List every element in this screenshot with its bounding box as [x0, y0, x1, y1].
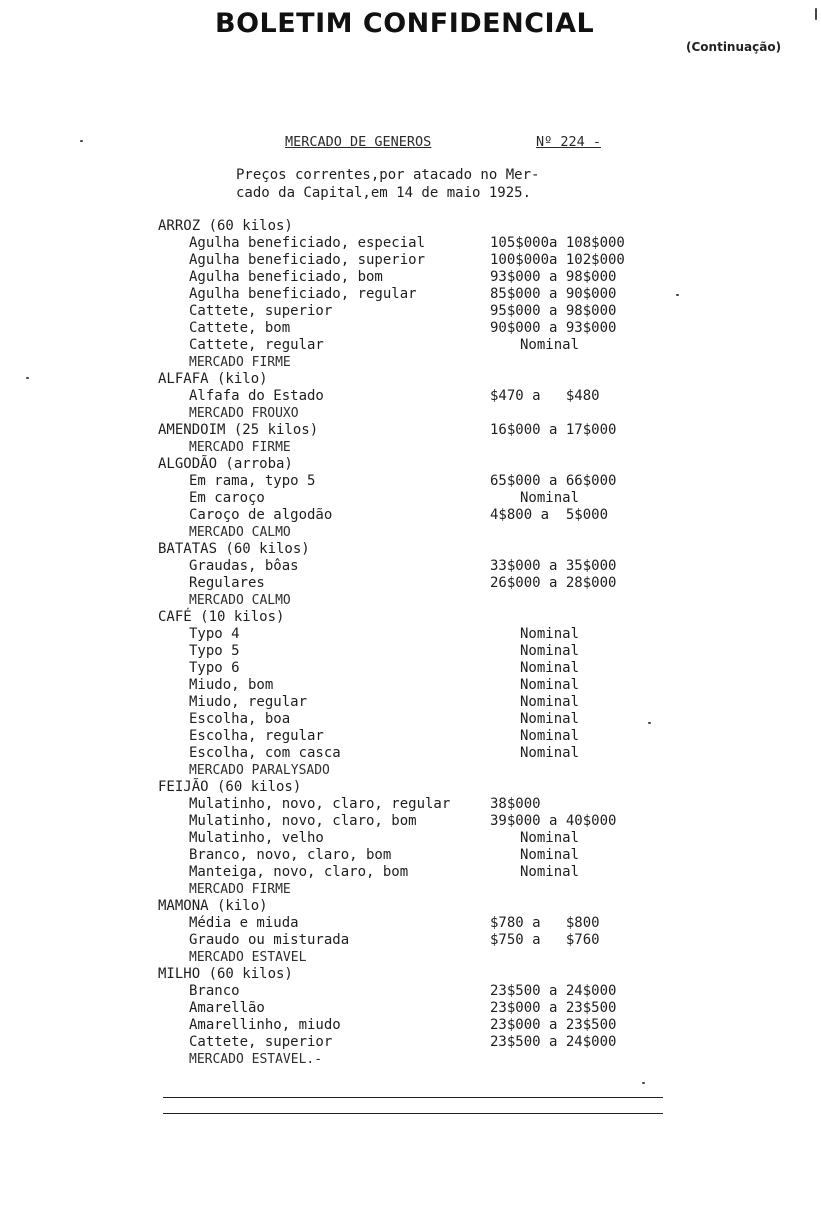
price-item-label: Agulha beneficiado, superior: [189, 252, 426, 268]
price-item-label: Branco: [189, 983, 240, 999]
market-status: MERCADO PARALYSADO: [189, 763, 330, 778]
price-item-value: Nominal: [520, 847, 580, 863]
section-heading: ALFAFA (kilo): [158, 371, 268, 387]
price-item-value: Nominal: [520, 728, 580, 744]
price-item-label: Cattete, superior: [189, 303, 333, 319]
price-item-value: $470 a $480: [490, 388, 600, 404]
section-heading: FEIJÃO (60 kilos): [158, 779, 302, 795]
price-item-value: Nominal: [520, 745, 580, 761]
section-heading: ALGODÃO (arroba): [158, 456, 293, 472]
price-item-value: Nominal: [520, 694, 580, 710]
market-status: MERCADO ESTAVEL: [189, 950, 307, 965]
price-item-value: Nominal: [520, 864, 580, 880]
paper-speck: [676, 294, 679, 296]
paper-speck: [80, 140, 83, 142]
intro-line-1: Preços correntes,por atacado no Mer-: [236, 167, 540, 183]
price-item-value: 23$000 a 23$500: [490, 1017, 617, 1033]
market-status: MERCADO CALMO: [189, 593, 291, 608]
price-item-label: Graudas, bôas: [189, 558, 299, 574]
price-item-label: Miudo, regular: [189, 694, 308, 710]
paper-speck: [648, 722, 651, 724]
price-item-value: $780 a $800: [490, 915, 600, 931]
price-item-value: 26$000 a 28$000: [490, 575, 617, 591]
paper-speck: [642, 1082, 645, 1084]
paper-speck: [815, 8, 817, 20]
section-heading: MAMONA (kilo): [158, 898, 268, 914]
price-item-value: 85$000 a 90$000: [490, 286, 617, 302]
price-item-value: Nominal: [520, 830, 580, 846]
price-item-value: 65$000 a 66$000: [490, 473, 617, 489]
price-item-label: Regulares: [189, 575, 265, 591]
price-item-label: Graudo ou misturada: [189, 932, 350, 948]
bulletin-title: BOLETIM CONFIDENCIAL: [215, 8, 595, 39]
price-item-label: Em caroço: [189, 490, 265, 506]
price-item-label: Branco, novo, claro, bom: [189, 847, 392, 863]
continuation-note: (Continuação): [686, 40, 782, 54]
section-heading: ARROZ (60 kilos): [158, 218, 293, 234]
market-status: MERCADO FIRME: [189, 355, 291, 370]
price-item-label: Escolha, regular: [189, 728, 324, 744]
price-item-value: Nominal: [520, 677, 580, 693]
price-item-value: 23$500 a 24$000: [490, 1034, 617, 1050]
market-status: MERCADO ESTAVEL.-: [189, 1052, 323, 1067]
price-item-value: 38$000: [490, 796, 541, 812]
price-item-label: Mulatinho, velho: [189, 830, 324, 846]
price-item-label: Agulha beneficiado, regular: [189, 286, 417, 302]
price-item-label: Escolha, com casca: [189, 745, 341, 761]
market-status: MERCADO FROUXO: [189, 406, 299, 421]
price-item-label: Miudo, bom: [189, 677, 274, 693]
price-item-label: Mulatinho, novo, claro, bom: [189, 813, 417, 829]
divider-line: [163, 1097, 663, 1098]
market-status: MERCADO CALMO: [189, 525, 291, 540]
price-item-value: 39$000 a 40$000: [490, 813, 617, 829]
price-item-label: Manteiga, novo, claro, bom: [189, 864, 409, 880]
market-status: MERCADO FIRME: [189, 882, 291, 897]
price-item-label: Alfafa do Estado: [189, 388, 324, 404]
price-item-value: 100$000a 102$000: [490, 252, 625, 268]
price-item-label: Escolha, boa: [189, 711, 291, 727]
intro-line-2: cado da Capital,em 14 de maio 1925.: [236, 185, 532, 201]
heading-price: 16$000 a 17$000: [490, 422, 617, 438]
price-item-label: Mulatinho, novo, claro, regular: [189, 796, 451, 812]
bulletin-number: Nº 224 -: [536, 134, 602, 150]
price-item-label: Cattete, regular: [189, 337, 324, 353]
price-item-label: Typo 5: [189, 643, 240, 659]
market-status: MERCADO FIRME: [189, 440, 291, 455]
price-item-value: Nominal: [520, 626, 580, 642]
price-item-label: Typo 6: [189, 660, 240, 676]
section-heading: AMENDOIM (25 kilos): [158, 422, 319, 438]
price-item-label: Amarellão: [189, 1000, 265, 1016]
price-item-value: 33$000 a 35$000: [490, 558, 617, 574]
price-item-value: $750 a $760: [490, 932, 600, 948]
section-heading: MILHO (60 kilos): [158, 966, 293, 982]
price-item-label: Cattete, superior: [189, 1034, 333, 1050]
price-item-value: 23$000 a 23$500: [490, 1000, 617, 1016]
price-item-label: Agulha beneficiado, bom: [189, 269, 383, 285]
price-item-label: Caroço de algodão: [189, 507, 333, 523]
section-heading: BATATAS (60 kilos): [158, 541, 310, 557]
price-item-value: 95$000 a 98$000: [490, 303, 617, 319]
section-heading: CAFÉ (10 kilos): [158, 609, 285, 625]
price-item-label: Em rama, typo 5: [189, 473, 316, 489]
price-item-value: 90$000 a 93$000: [490, 320, 617, 336]
price-item-value: 105$000a 108$000: [490, 235, 625, 251]
price-item-value: Nominal: [520, 337, 580, 353]
divider-line: [163, 1113, 663, 1114]
price-item-label: Amarellinho, miudo: [189, 1017, 341, 1033]
price-item-label: Typo 4: [189, 626, 240, 642]
price-item-label: Agulha beneficiado, especial: [189, 235, 426, 251]
market-title: MERCADO DE GENEROS: [285, 134, 432, 150]
price-item-value: Nominal: [520, 643, 580, 659]
price-item-value: 4$800 a 5$000: [490, 507, 609, 523]
price-item-value: 23$500 a 24$000: [490, 983, 617, 999]
price-item-value: Nominal: [520, 711, 580, 727]
price-item-value: 93$000 a 98$000: [490, 269, 617, 285]
paper-speck: [26, 377, 29, 379]
price-item-value: Nominal: [520, 660, 580, 676]
price-item-value: Nominal: [520, 490, 580, 506]
price-item-label: Média e miuda: [189, 915, 299, 931]
price-item-label: Cattete, bom: [189, 320, 291, 336]
